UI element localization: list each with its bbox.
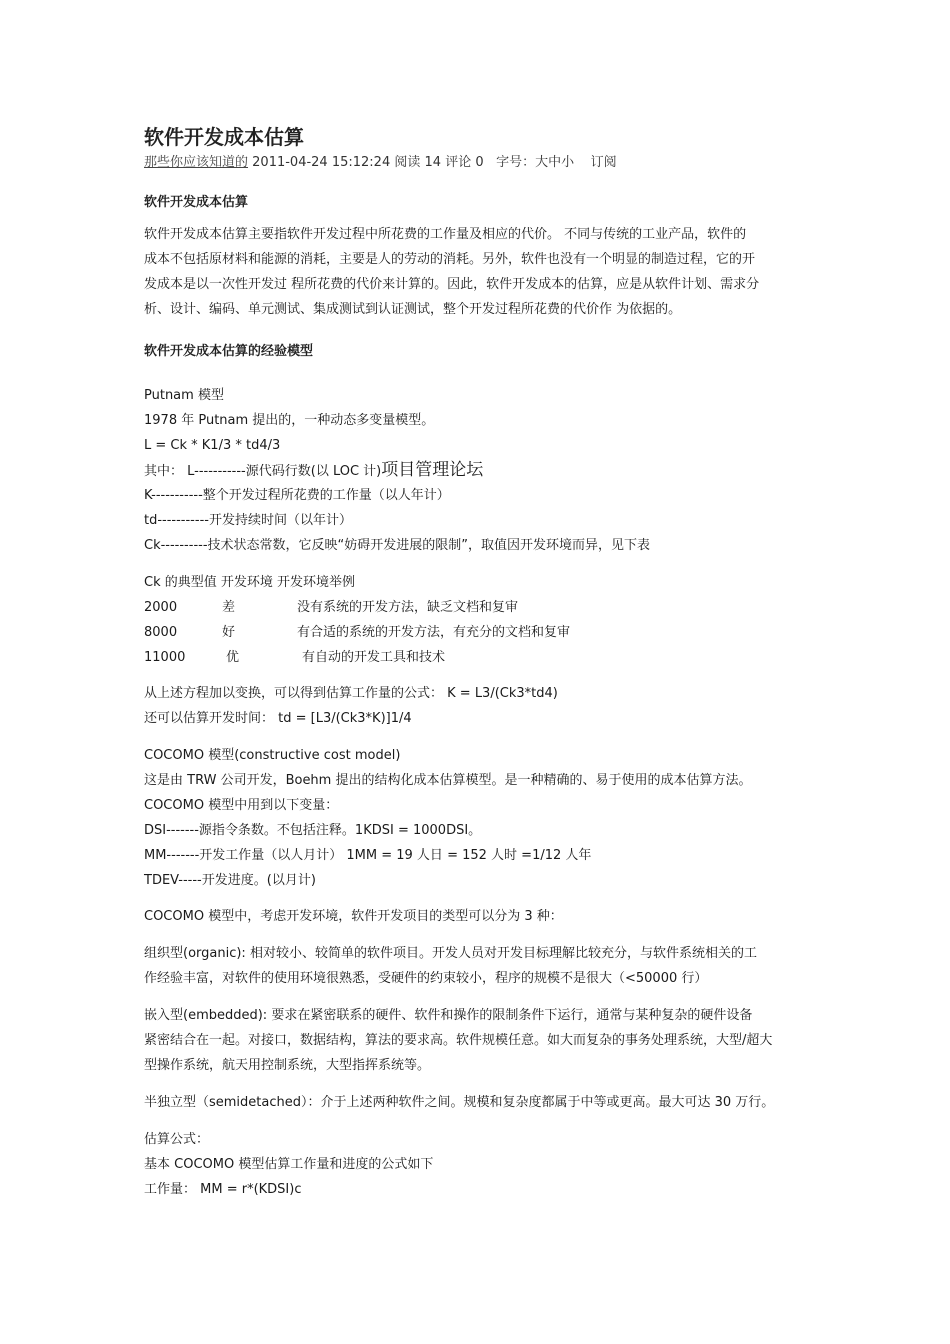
read-count: 14: [424, 155, 442, 170]
table-cell-value: 2000: [144, 600, 178, 615]
table-cell-example: 有自动的开发工具和技术: [302, 650, 446, 665]
formula: L = Ck * K1/3 * td4/3: [144, 438, 281, 453]
model-name: Putnam 模型: [144, 388, 224, 403]
embedded-line: 型操作系统，航天用控制系统，大型指挥系统等。: [144, 1058, 431, 1073]
article-meta: [144, 151, 617, 170]
formula-line: 还可以估算开发时间： td = [L3/(Ck3*K)]1/4: [144, 711, 412, 726]
cocomo-line: TDEV-----开发进度。(以月计): [144, 873, 316, 888]
table-header: Ck 的典型值 开发环境 开发环境举例: [144, 575, 356, 590]
table-cell-example: 有合适的系统的开发方法，有充分的文档和复审: [297, 625, 571, 640]
font-size-large[interactable]: 大: [535, 155, 549, 170]
definition-line: [144, 458, 483, 483]
model-description: 1978 年 Putnam 提出的，一种动态多变量模型。: [144, 413, 435, 428]
embedded-line: 紧密结合在一起。对接口，数据结构，算法的要求高。软件规模任意。如大而复杂的事务处理系统，大型/超大: [144, 1033, 773, 1048]
font-size-medium[interactable]: 中: [548, 155, 562, 170]
estimate-line: 估算公式：: [144, 1132, 210, 1147]
cocomo-line: COCOMO 模型中用到以下变量：: [144, 798, 339, 813]
read-label: 阅读: [394, 155, 421, 170]
cocomo-line: DSI-------源指令条数。不包括注释。1KDSI = 1000DSI。: [144, 823, 482, 838]
estimate-line: 基本 COCOMO 模型估算工作量和进度的公式如下: [144, 1157, 434, 1172]
paragraph-line: 软件开发成本估算主要指软件开发过程中所花费的工作量及相应的代价。 不同与传统的工业产品，软件的: [144, 227, 747, 242]
organic-line: 作经验丰富，对软件的使用环境很熟悉，受硬件的约束较小，程序的规模不是很大（<50000 行）: [144, 971, 708, 986]
article-title: 软件开发成本估算: [144, 125, 304, 149]
paragraph-line: 发成本是以一次性开发过 程所花费的代价来计算的。因此，软件开发成本的估算，应是从软件计划、需求分: [144, 277, 760, 292]
semidetached-line: 半独立型（semidetached）：介于上述两种软件之间。规模和复杂度都属于中等或更高。最大可达 30 万行。: [144, 1095, 775, 1110]
section-heading: 软件开发成本估算的经验模型: [144, 344, 314, 359]
font-size-small[interactable]: 小: [561, 155, 575, 170]
table-cell-env: 优: [226, 650, 240, 665]
table-row: [144, 620, 824, 645]
subscribe-link[interactable]: 订阅: [590, 155, 617, 170]
estimate-line: 工作量： MM = r*(KDSI)c: [144, 1182, 302, 1197]
definition-line: Ck----------技术状态常数，它反映“妨碍开发进展的限制”，取值因开发环境而异，见下表: [144, 538, 650, 553]
section-heading: 软件开发成本估算: [144, 195, 249, 210]
table-cell-env: 好: [222, 625, 236, 640]
post-datetime: 2011-04-24 15:12:24: [252, 155, 391, 170]
definition-line: K-----------整个开发过程所花费的工作量（以人年计）: [144, 488, 450, 503]
watermark-text: 项目管理论坛: [381, 460, 484, 480]
table-row: [144, 645, 824, 670]
table-cell-example: 没有系统的开发方法，缺乏文档和复审: [297, 600, 519, 615]
paragraph-line: 成本不包括原材料和能源的消耗，主要是人的劳动的消耗。另外，软件也没有一个明显的制造过程，它的开: [144, 252, 756, 267]
author-link[interactable]: 那些你应该知道的: [144, 155, 249, 170]
comment-label[interactable]: 评论: [445, 155, 472, 170]
table-row: [144, 595, 824, 620]
comment-count: 0: [475, 155, 484, 170]
cocomo-line: 这是由 TRW 公司开发，Boehm 提出的结构化成本估算模型。是一种精确的、易于使用的成本估算方法。: [144, 773, 752, 788]
definition-text: 其中： L-----------源代码行数(以 LOC 计): [144, 464, 382, 479]
paragraph-line: 析、设计、编码、单元测试、集成测试到认证测试，整个开发过程所花费的代价作 为依据的。: [144, 302, 682, 317]
cocomo-line: COCOMO 模型(constructive cost model): [144, 748, 401, 763]
table-cell-value: 11000: [144, 650, 186, 665]
definition-line: td-----------开发持续时间（以年计）: [144, 513, 352, 528]
table-cell-value: 8000: [144, 625, 178, 640]
font-size-label: 字号：: [496, 155, 536, 170]
types-intro: COCOMO 模型中，考虑开发环境，软件开发项目的类型可以分为 3 种：: [144, 909, 563, 924]
cocomo-line: MM-------开发工作量（以人月计） 1MM = 19 人日 = 152 人时 =1/12 人年: [144, 848, 592, 863]
table-cell-env: 差: [222, 600, 236, 615]
embedded-line: 嵌入型(embedded): 要求在紧密联系的硬件、软件和操作的限制条件下运行，通常与某种复杂的硬件设备: [144, 1008, 753, 1023]
formula-line: 从上述方程加以变换，可以得到估算工作量的公式： K = L3/(Ck3*td4): [144, 686, 558, 701]
organic-line: 组织型(organic): 相对较小、较简单的软件项目。开发人员对开发目标理解比较充分，与软件系统相关的工: [144, 946, 757, 961]
